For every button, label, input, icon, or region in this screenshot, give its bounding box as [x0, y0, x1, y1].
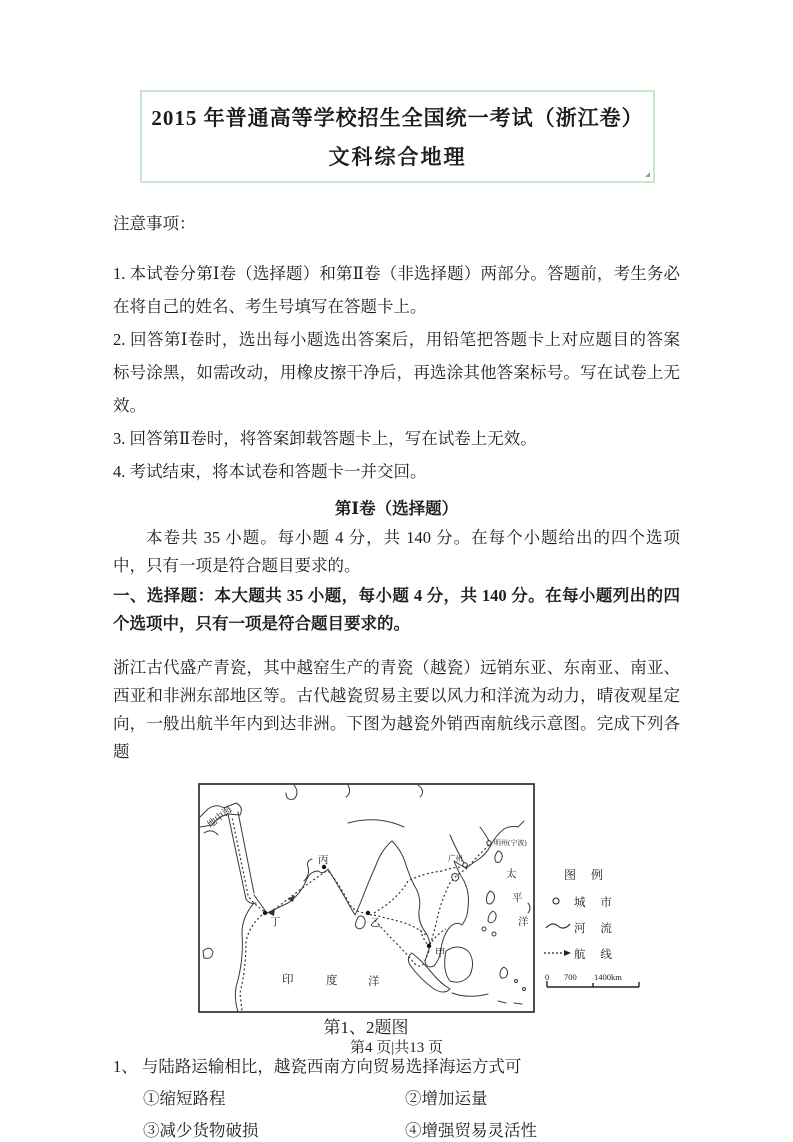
section-subheading: 一、选择题：本大题共 35 小题，每小题 4 分，共 140 分。在每小题列出的四个选项中，只有一项是符合题目要求的。	[113, 585, 680, 633]
option-3: ③减少货物破损	[143, 1120, 259, 1140]
question-1-number: 1、	[113, 1056, 138, 1076]
notice-item-4: 4. 考试结束，将本试卷和答题卡一并交回。	[113, 461, 427, 481]
point-ding-label: 丁	[270, 916, 281, 928]
legend-route-label: 航 线	[574, 948, 618, 961]
notice-item-1: 1. 本试卷分第Ⅰ卷（选择题）和第Ⅱ卷（非选择题）两部分。答题前，考生务必在将自己的姓名、考生号填写在答题卡上。	[113, 263, 680, 316]
point-bing-label: 丙	[318, 854, 329, 866]
figure-caption: 第1、2题图	[323, 1017, 409, 1037]
pacific-label-1: 太	[506, 868, 517, 880]
guangzhou-label: 广州	[448, 853, 463, 863]
mediterranean-label: 地中海	[205, 804, 235, 831]
route-map	[198, 783, 668, 1013]
scale-bar	[547, 981, 639, 987]
notice-item-3: 3. 回答第Ⅱ卷时，将答案卸载答题卡上，写在试卷上无效。	[113, 428, 537, 448]
legend-route-arrow	[564, 950, 571, 956]
indian-ocean-label-1: 印	[282, 973, 294, 986]
mingzhou-label: 明州(宁波)	[494, 838, 527, 847]
option-4: ④增强贸易灵活性	[405, 1120, 537, 1140]
legend-title: 图 例	[564, 867, 610, 882]
exam-subtitle: 文科综合地理	[328, 145, 467, 169]
page-number: 第4 页|共13 页	[349, 1040, 443, 1056]
pacific-label-2: 平	[512, 892, 523, 904]
scale-label-0: 0	[545, 971, 550, 982]
pacific-label-3: 洋	[518, 916, 529, 928]
scale-label-700: 700	[564, 971, 577, 982]
option-1: ①缩短路程	[143, 1088, 226, 1108]
exam-title: 2015 年普通高等学校招生全国统一考试（浙江卷）	[151, 106, 644, 130]
section-intro: 本卷共 35 小题。每小题 4 分，共 140 分。在每个小题给出的四个选项中，只有一项是符合题目要求的。	[113, 527, 680, 575]
option-2: ②增加运量	[405, 1088, 488, 1108]
question-1-text: 与陆路运输相比，越瓷西南方向贸易选择海运方式可	[141, 1056, 522, 1076]
notice-item-2: 2. 回答第Ⅰ卷时，选出每小题选出答案后，用铅笔把答题卡上对应题目的答案标号涂黑，如需改动，用橡皮擦干净后，再选涂其他答案标号。写在试卷上无效。	[113, 329, 680, 415]
legend-river-symbol	[546, 923, 570, 927]
map-figure	[198, 783, 668, 1041]
map-legend	[544, 867, 639, 987]
legend-city-symbol	[553, 898, 559, 904]
section-heading: 第Ⅰ卷（选择题）	[334, 498, 459, 518]
legend-river-label: 河 流	[574, 922, 618, 935]
point-yi-label: 乙	[370, 917, 381, 929]
indian-ocean-label-2: 度	[326, 974, 338, 987]
scale-label-1400: 1400km	[594, 971, 622, 982]
notice-heading: 注意事项：	[113, 214, 196, 233]
legend-city-label: 城 市	[574, 896, 618, 909]
indian-ocean-label-3: 洋	[368, 975, 380, 988]
question-passage: 浙江古代盛产青瓷，其中越窑生产的青瓷（越瓷）远销东亚、东南亚、南亚、西亚和非洲东部地区等。古代越瓷贸易主要以风力和洋流为动力，晴夜观星定向，一般出航半年内到达非洲。下图为越瓷外销西南航线示意图。完成下列各题	[113, 658, 680, 761]
point-jia-label: 甲	[435, 947, 446, 959]
question-1-options	[113, 1087, 680, 1142]
title-box	[140, 90, 655, 183]
